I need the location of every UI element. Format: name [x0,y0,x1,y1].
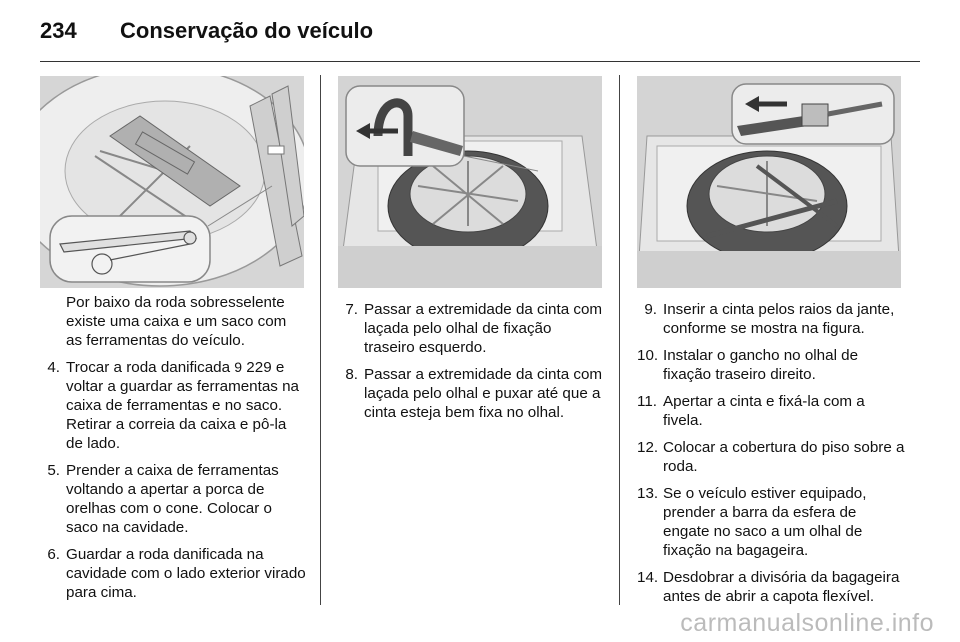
tool-kit-illustration [40,76,304,288]
page-reference-icon: 9 [234,359,243,375]
list-item-14: 14. Desdobrar a divisória da bagageira antes de abrir a capota flexível. [637,569,900,605]
column-divider-1 [320,75,321,605]
list-item-8: 8. Passar a extremidade da cinta com laçada pelo olhal e puxar até que a cinta esteja bem fixa no olhal. [345,366,603,421]
figure-strap-rim [637,76,901,288]
figure-tool-kit [40,76,304,288]
list-item-11: 11. Apertar a cinta e fixá-la com a fivela. [637,393,865,429]
list-item-9: 9. Inserir a cinta pelos raios da jante, conforme se mostra na figura. [644,301,895,337]
strap-rim-illustration [637,76,901,288]
list-item-13: 13. Se o veículo estiver equipado, prender a barra da esfera de engate no saco a um olhal de fixação na bagageira. [637,485,867,559]
figure-strap-left-eye [338,76,602,288]
list-item-5: 5. Prender a caixa de ferramentas voltando a apertar a porca de orelhas com o cone. Colocar o saco na cavidade. [47,462,279,536]
header-rule [40,61,920,62]
page-title: Conservação do veículo [120,18,374,43]
page-header [40,18,920,58]
intro-paragraph: Por baixo da roda sobresselente existe uma caixa e um saco com as ferramentas do veículo. [66,294,287,349]
list-item-12: 12. Colocar a cobertura do piso sobre a roda. [637,439,905,475]
list-item-7: 7. Passar a extremidade da cinta com laçada pelo olhal de fixação traseiro esquerdo. [345,301,603,356]
list-item-10: 10. Instalar o gancho no olhal de fixação traseiro direito. [637,347,859,383]
page-number: 234 [40,18,77,43]
watermark[interactable]: carmanualsonline.info [680,609,934,637]
column-2-text [338,300,604,430]
strap-left-illustration [338,76,602,288]
column-1-text [40,293,306,610]
list-item-6: 6. Guardar a roda danificada na cavidade com o lado exterior virado para cima. [47,546,306,601]
column-divider-2 [619,75,620,605]
list-item-4: 4. Trocar a roda danificada 9 229 e voltar a guardar as ferramentas na caixa de ferramentas e no saco. Retirar a correia da caixa e pô-la de lado. [47,359,299,452]
column-3-text [637,300,905,614]
